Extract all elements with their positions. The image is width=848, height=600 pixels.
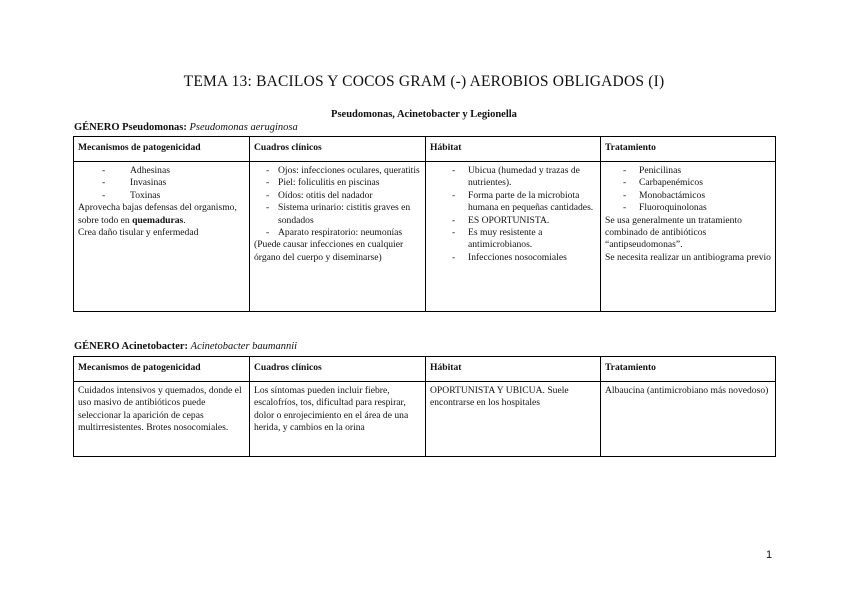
header-treatment: Tratamiento (601, 357, 776, 382)
list-item: - Oídos: otitis del nadador (254, 190, 421, 202)
cell-habitat (426, 162, 601, 312)
page-number: 1 (766, 549, 773, 561)
header-clinical: Cuadros clínicos (250, 137, 426, 162)
mechanisms-bold: quemaduras (132, 214, 184, 226)
cell-clinical (250, 162, 426, 312)
genus-heading-acinetobacter (74, 341, 297, 352)
cell-treatment (601, 162, 776, 312)
header-clinical: Cuadros clínicos (250, 357, 426, 382)
list-item: - Ubicua (humedad y trazas de nutrientes). (430, 165, 596, 190)
cell-habitat: OPORTUNISTA Y UBICUA. Suele encontrarse en los hospitales (426, 382, 601, 457)
cell-clinical: Los síntomas pueden incluir fiebre, escalofríos, tos, dificultad para respirar, dolor o enrojecimiento en el área de una herida, y cambios en la orina (250, 382, 426, 457)
list-item: - Piel: foliculitis en piscinas (254, 177, 421, 189)
cell-mechanisms (74, 162, 250, 312)
list-item: - Carbapenémicos (605, 177, 771, 189)
list-item: - Sistema urinario: cistitis graves en sondados (254, 202, 421, 227)
list-item: - Toxinas (78, 190, 245, 202)
cell-treatment: Albaucina (antimicrobiano más novedoso) (601, 382, 776, 457)
list-item: - Fluoroquinolonas (605, 202, 771, 214)
page-subtitle: Pseudomonas, Acinetobacter y Legionella (331, 109, 517, 120)
list-item: - Ojos: infecciones oculares, queratitis (254, 165, 421, 177)
list-item: - Monobactámicos (605, 190, 771, 202)
header-mechanisms: Mecanismos de patogenicidad (74, 137, 250, 162)
genus-label: GÉNERO Acinetobacter: (74, 341, 189, 352)
clinical-note: (Puede causar infecciones en cualquier órgano del cuerpo y diseminarse) (254, 239, 404, 263)
list-item: - Adhesinas (78, 165, 245, 177)
header-habitat: Hábitat (426, 357, 601, 382)
table-acinetobacter (73, 356, 776, 457)
genus-heading-pseudomonas (74, 122, 298, 133)
list-item: - Forma parte de la microbiota humana en pequeñas cantidades. (430, 190, 596, 215)
table-row (74, 162, 776, 312)
treatment-list (605, 165, 771, 215)
list-item: - Es muy resistente a antimicrobianos. (430, 227, 596, 252)
treatment-text-1: Se usa generalmente un tratamiento combinado de antibióticos “antipseudomonas”. (605, 214, 742, 251)
header-mechanisms: Mecanismos de patogenicidad (74, 357, 250, 382)
list-item: - Invasinas (78, 177, 245, 189)
habitat-list (430, 165, 596, 264)
page-title: TEMA 13: BACILOS Y COCOS GRAM (-) AEROBIOS OBLIGADOS (I) (183, 73, 665, 90)
species-name: Acinetobacter baumannii (190, 341, 298, 352)
table-header-row (74, 137, 776, 162)
list-item: - Infecciones nosocomiales (430, 252, 596, 264)
clinical-list (254, 165, 421, 239)
table-pseudomonas (73, 136, 776, 312)
list-item: - Aparato respiratorio: neumonías (254, 227, 421, 239)
treatment-text-2: Se necesita realizar un antibiograma previo (605, 251, 771, 263)
header-habitat: Hábitat (426, 137, 601, 162)
list-item: - Penicilinas (605, 165, 771, 177)
mechanisms-text-2: Crea daño tisular y enfermedad (78, 227, 199, 239)
header-treatment: Tratamiento (601, 137, 776, 162)
mechanisms-text (78, 202, 245, 227)
table-row (74, 382, 776, 457)
table-header-row (74, 357, 776, 382)
species-name: Pseudomonas aeruginosa (189, 122, 298, 133)
mechanisms-text-part: Aprovecha bajas defensas del organismo, sobre todo en (78, 202, 237, 226)
cell-mechanisms: Cuidados intensivos y quemados, donde el uso masivo de antibióticos puede seleccionar la aparición de cepas multirresistentes. Brotes nosocomiales. (74, 382, 250, 457)
mechanisms-text-end: . (183, 214, 186, 226)
genus-label: GÉNERO Pseudomonas: (74, 122, 187, 133)
list-item: - ES OPORTUNISTA. (430, 215, 596, 227)
mechanisms-list (78, 165, 245, 202)
